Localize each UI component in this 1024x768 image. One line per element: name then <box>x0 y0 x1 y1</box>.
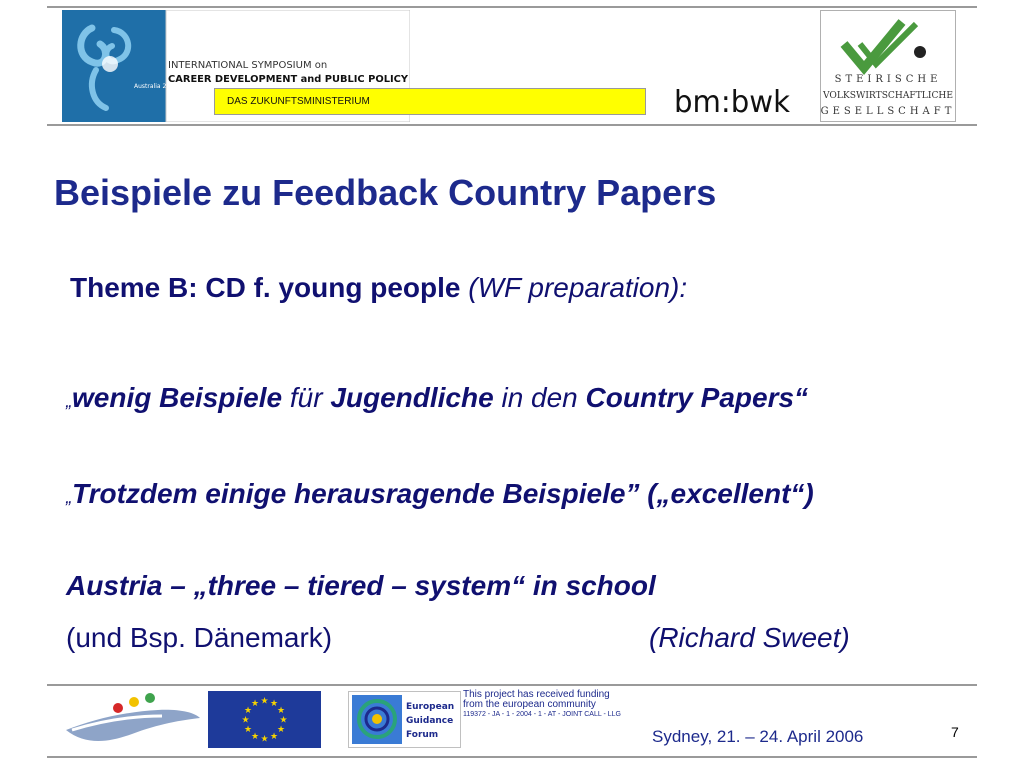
theme-line <box>70 272 687 304</box>
eu-star-icon: ★ <box>276 706 286 716</box>
symposium-badge: Australia 2006 <box>134 83 178 90</box>
point-1 <box>66 378 1024 421</box>
eu-flag-logo <box>208 691 321 748</box>
point-1-c: Jugendliche <box>330 382 494 413</box>
point-4 <box>66 622 850 654</box>
footer-divider <box>47 684 977 686</box>
eu-star-icon: ★ <box>279 715 288 726</box>
point-3: Austria – „three – tiered – system“ in school <box>66 570 656 601</box>
egf-line2: Guidance <box>406 716 454 726</box>
funding-line2: from the european community <box>463 699 596 710</box>
egf-line3: Forum <box>406 730 439 740</box>
stvg-logo <box>820 10 956 122</box>
stvg-line2: VOLKSWIRTSCHAFTLICHE <box>821 91 953 101</box>
eu-star-icon: ★ <box>260 734 269 745</box>
bmbwk-logo <box>672 84 796 120</box>
point-4-left: (und Bsp. Dänemark) <box>66 622 333 653</box>
footer-date: Sydney, 21. – 24. April 2006 <box>652 727 864 746</box>
funding-notice <box>463 690 723 720</box>
slide-title: Beispiele zu Feedback Country Papers <box>54 172 717 213</box>
eu-star-icon: ★ <box>250 699 260 709</box>
ministry-banner: DAS ZUKUNFTSMINISTERIUM <box>214 88 646 115</box>
eu-star-icon: ★ <box>276 725 286 735</box>
header-bottom-divider <box>47 124 977 126</box>
eu-star-icon: ★ <box>241 715 250 726</box>
point-1-d: in den <box>493 382 586 413</box>
footer-bottom-divider <box>47 756 977 758</box>
page-number: 7 <box>951 724 959 740</box>
theme-bold: Theme B: CD f. young people <box>70 272 461 303</box>
symposium-line1: INTERNATIONAL SYMPOSIUM on <box>168 60 328 71</box>
eu-star-icon: ★ <box>250 732 260 742</box>
stvg-line1: STEIRISCHE <box>834 74 942 85</box>
point-1-b: für <box>282 382 331 413</box>
funding-line1: This project has received funding <box>463 689 610 700</box>
stvg-line3: GESELLSCHAFT <box>820 106 956 117</box>
funding-line3: 119372 - JA - 1 - 2004 - 1 - AT - JOINT CALL - LLG <box>463 711 621 718</box>
point-1-a: wenig Beispiele <box>72 382 283 413</box>
point-1-e: Country Papers“ <box>585 382 809 413</box>
theme-italic: (WF preparation): <box>468 272 688 303</box>
eu-star-icon: ★ <box>269 732 279 742</box>
eu-star-icon: ★ <box>243 706 253 716</box>
eu-star-icon: ★ <box>260 696 269 707</box>
header-divider <box>47 6 977 8</box>
egf-line1: European <box>406 702 455 712</box>
point-4-right: (Richard Sweet) <box>649 622 850 653</box>
point-2-b: („excellent“) <box>647 478 814 509</box>
hand-logo <box>62 690 202 746</box>
point-2 <box>66 474 1006 517</box>
point-2-a: Trotzdem einige herausragende Beispiele” <box>72 478 640 509</box>
european-guidance-forum-logo <box>348 691 461 748</box>
eu-star-icon: ★ <box>269 699 279 709</box>
point-1-quote: „ <box>66 391 72 411</box>
symposium-line2: CAREER DEVELOPMENT and PUBLIC POLICY <box>168 74 409 85</box>
bmbwk-logo-text: bm:bwk <box>674 85 791 120</box>
point-2-quote: „ <box>66 487 72 507</box>
eu-star-icon: ★ <box>243 725 253 735</box>
